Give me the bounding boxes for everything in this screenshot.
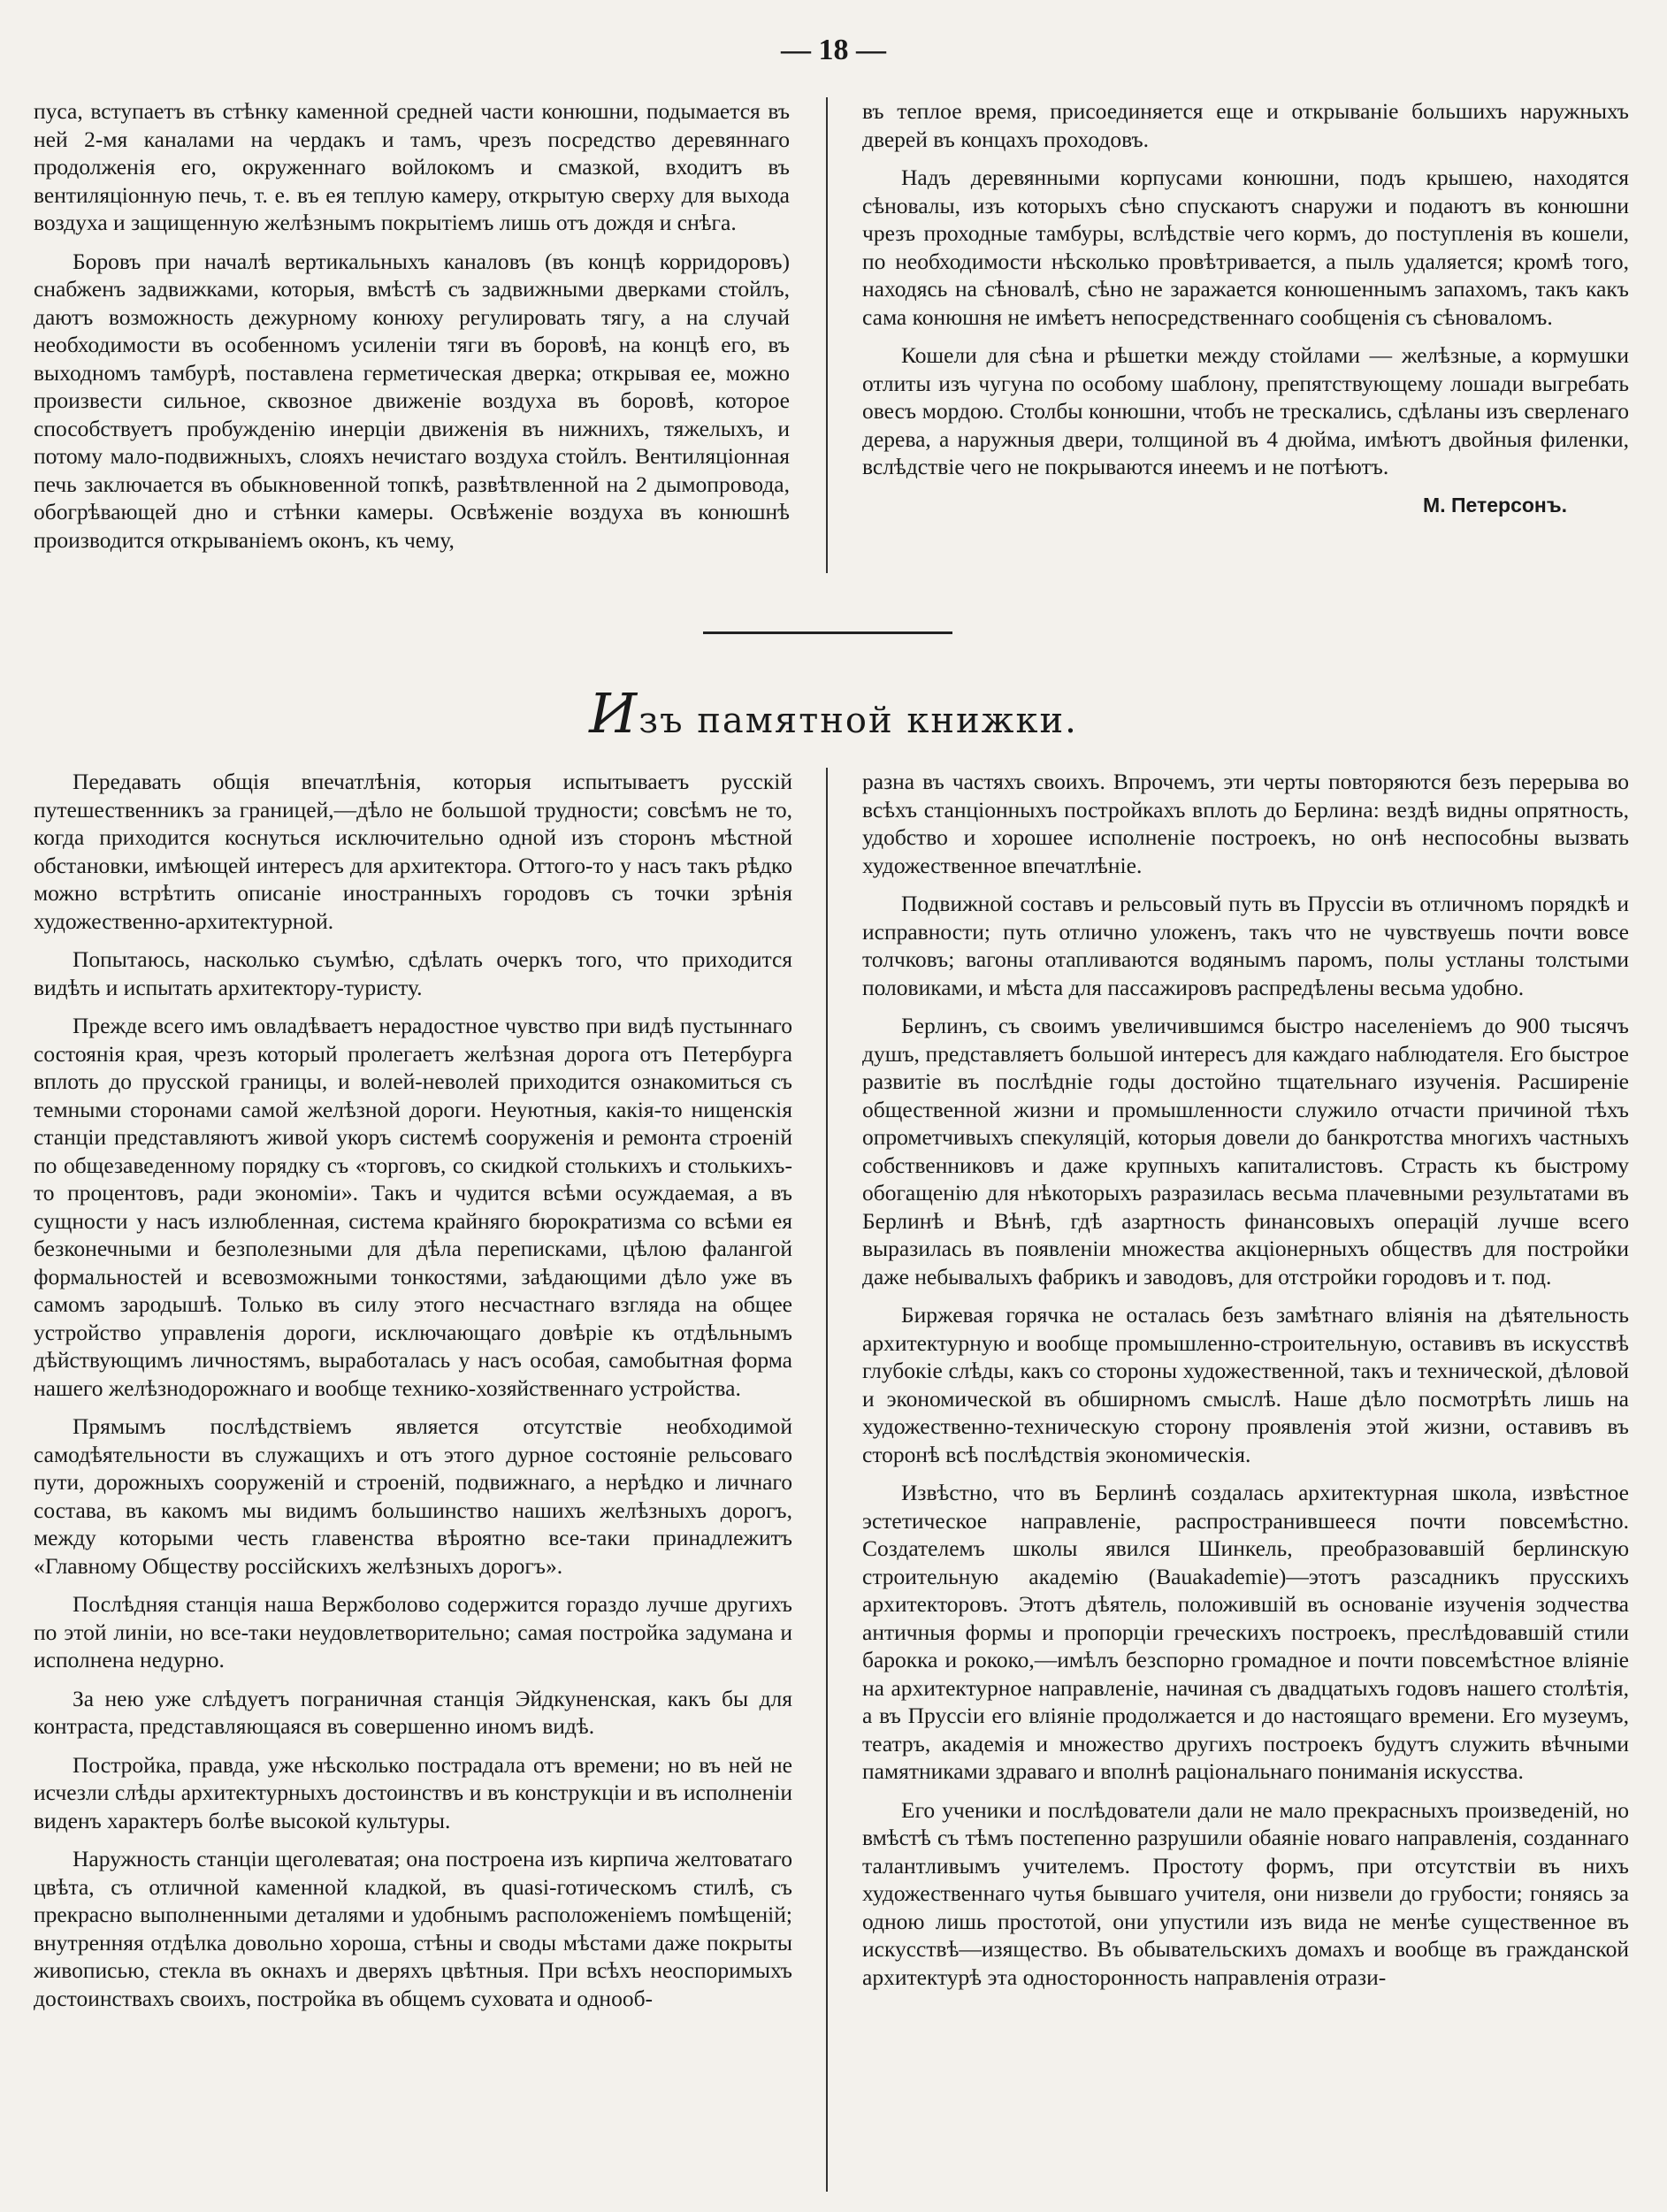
paragraph: Передавать общія впечатлѣнія, которыя испытываетъ русскій путешественникъ за границей,—дѣло не большой трудности; совсѣмъ не то, когда приходится коснуться исключительно одной изъ сторонъ мѣстной обстановки, имѣющей интересъ для архитектора. Оттого-то у насъ такъ рѣдко можно встрѣтить описаніе иностранныхъ городовъ съ точки зрѣнія художественно-архитектурной.: [34, 769, 792, 934]
column-rule: [826, 97, 828, 573]
article2-right-column: [862, 768, 1629, 2002]
paragraph: въ теплое время, присоединяется еще и открываніе большихъ наружныхъ дверей въ концахъ проходовъ.: [862, 98, 1629, 152]
paragraph: Берлинъ, съ своимъ увеличившимся быстро населеніемъ до 900 тысячъ душъ, представляетъ большой интересъ для каждаго наблюдателя. Его быстрое развитіе въ послѣдніе годы достойно тщательнаго изученія. Расширеніе общественной жизни и промышленности служило отчасти причиной тѣхъ опрометчивыхъ спекуляцій, которыя довели до банкротства многихъ частныхъ собственниковъ и даже крупныхъ капиталистовъ. Страсть къ быстрому обогащенію для нѣкоторыхъ разразилась весьма плачевными результатами въ Берлинѣ и Вѣнѣ, гдѣ азартность финансовыхъ операцій лучше всего выразилась въ появленіи множества акціонерныхъ обществъ для постройки даже небывалыхъ фабрикъ и заводовъ, для отстройки городовъ и т. под.: [862, 1013, 1629, 1290]
paragraph: разна въ частяхъ своихъ. Впрочемъ, эти черты повторяются безъ перерыва во всѣхъ станціонныхъ постройкахъ вплоть до Берлина: вездѣ видны опрятность, удобство и хорошее исполненіе построекъ, но онѣ неспособны вызвать художественное впечатлѣніе.: [862, 769, 1629, 878]
paragraph: Кошели для сѣна и рѣшетки между стойлами — желѣзные, а кормушки отлиты изъ чугуна по особому шаблону, препятствующему лошади выгребать овесъ мордою. Столбы конюшни, чтобъ не трескались, сдѣланы изъ сверленаго дерева, а наружныя двери, толщиной въ 4 дюйма, имѣютъ двойныя филенки, вслѣдствіе чего не покрываются инеемъ и не потѣютъ.: [862, 342, 1629, 479]
paragraph: Надъ деревянными корпусами конюшни, подъ крышею, находятся сѣновалы, изъ которыхъ сѣно спускаютъ снаружи и подаютъ въ конюшни чрезъ проходные тамбуры, вслѣдствіе чего кормъ, до поступленія въ кошели, по необходимости нѣсколько провѣтривается, а пыль удаляется; кромѣ того, находясь на сѣновалѣ, сѣно не заражается конюшеннымъ запахомъ, такъ какъ сама конюшня не имѣетъ непосредственнаго сообщенія съ сѣноваломъ.: [862, 165, 1629, 330]
paragraph: За нею уже слѣдуетъ пограничная станція Эйдкуненская, какъ бы для контраста, представляющаяся въ совершенно иномъ видѣ.: [34, 1685, 792, 1739]
section-divider: [703, 631, 952, 634]
paragraph: Боровъ при началѣ вертикальныхъ каналовъ (въ концѣ корридоровъ) снабженъ задвижками, которыя, вмѣстѣ съ задвижными дверками стойлъ, даютъ возможность дежурному конюху регулировать тягу, а на случай необходимости въ особенномъ усиленіи тяги въ боровѣ, на концѣ его, въ выходномъ тамбурѣ, поставлена герметическая дверка; открывая ее, можно произвести сильное, сквозное движеніе воздуха въ боровѣ, которое способствуетъ пробужденію инерціи движенія въ нижнихъ, тяжелыхъ, и потому мало-подвижныхъ, слояхъ нечистаго воздуха стойлъ. Вентиляціонная печь заключается въ обыкновенной топкѣ, развѣтвленной на 2 дымопровода, обогрѣвающей дно и стѣнки камеры. Освѣженіе воздуха въ конюшнѣ производится открываніемъ оконъ, къ чему,: [34, 248, 790, 553]
paragraph: Подвижной составъ и рельсовый путь въ Пруссіи въ отличномъ порядкѣ и исправности; путь отлично уложенъ, такъ что не чувствуешь почти вовсе толчковъ; вагоны отапливаются водянымъ паромъ, полы устланы толстыми половиками, и мѣста для пассажировъ распредѣлены весьма удобно.: [862, 891, 1629, 1000]
paragraph: Попытаюсь, насколько съумѣю, сдѣлать очеркъ того, что приходится видѣть и испытать архитектору-туристу.: [34, 946, 792, 1000]
article1-right-column: [862, 97, 1629, 519]
paragraph: пуса, вступаетъ въ стѣнку каменной средней части конюшни, подымается въ ней 2-мя каналами на чердакъ и тамъ, чрезъ посредство деревяннаго продолженія его, окруженнаго войлокомъ и смазкой, входитъ въ вентиляціонную печь, т. е. въ ея теплую камеру, открытую сверху для выхода воздуха и защищенную желѣзнымъ покрытіемъ лишь отъ дождя и снѣга.: [34, 98, 790, 235]
article-heading: [0, 681, 1667, 746]
author-signature: М. Петерсонъ.: [1423, 493, 1567, 517]
heading-initial: И: [589, 681, 639, 746]
article1-left-column: [34, 97, 790, 564]
column-rule: [826, 768, 828, 2192]
paragraph: Послѣдняя станція наша Вержболово содержится гораздо лучше другихъ по этой линіи, но все-таки неудовлетворительно; самая постройка задумана и исполнена недурно.: [34, 1591, 792, 1672]
paragraph: Извѣстно, что въ Берлинѣ создалась архитектурная школа, извѣстное эстетическое направленіе, распространившееся почти повсемѣстно. Создателемъ школы явился Шинкель, преобразовавшій берлинскую строительную академію (Bauakademie)—этотъ разсадникъ прусскихъ архитекторовъ. Этотъ дѣятель, положившій въ основаніе изученія зодчества античныя формы и пропорціи греческихъ построекъ, преслѣдовавшій стили барокка и рококо,—имѣлъ безспорно громадное и почти повсемѣстное вліяніе на архитектурное направленіе, начиная съ двадцатыхъ годовъ нашего столѣтія, а въ Пруссіи его вліяніе продолжается и до настоящаго времени. Его музеумъ, театръ, академія и множество другихъ построекъ будутъ служить вѣчными памятниками здраваго и вполнѣ раціональнаго пониманія искусства.: [862, 1480, 1629, 1784]
page-number: — 18 —: [781, 34, 886, 66]
paragraph: Прежде всего имъ овладѣваетъ нерадостное чувство при видѣ пустыннаго состоянія края, чрезъ который пролегаетъ желѣзная дорога отъ Петербурга вплоть до прусской границы, и волей-неволей приходится ознакомиться съ темными сторонами самой желѣзной дороги. Неуютныя, какія-то нищенскія станціи представляютъ живой укоръ системѣ сооруженія и ремонта строеній по общезаведенному порядку съ «торговъ, со скидкой столькихъ и столькихъ-то процентовъ, ради экономіи». Такъ и чудится всѣми осуждаемая, а въ сущности у насъ излюбленная, система крайняго бюрократизма со всѣми ея безконечными и безполезными для дѣла переписками, цѣлою фалангой формальностей и всевозможными тонкостями, заѣдающими дѣло уже въ самомъ зародышѣ. Только въ силу этого несчастнаго взгляда на общее устройство управленія дороги, исключающаго довѣріе къ отдѣльнымъ дѣйствующимъ личностямъ, выработалась у насъ особая, самобытная форма нашего желѣзнодорожнаго и вообще технико-хозяйственнаго устройства.: [34, 1013, 792, 1401]
paragraph: Постройка, правда, уже нѣсколько пострадала отъ времени; но въ ней не исчезли слѣды архитектурныхъ достоинствъ и въ конструкціи и въ исполненіи виденъ характеръ болѣе высокой культуры.: [34, 1751, 792, 1833]
paragraph: Его ученики и послѣдователи дали не мало прекрасныхъ произведеній, но вмѣстѣ съ тѣмъ постепенно разрушили обаяніе новаго направленія, созданнаго талантливымъ учителемъ. Простоту формъ, при отсутствіи въ нихъ художественнаго чутья бывшаго учителя, они низвели до грубости; гоняясь за одною лишь простотой, они упустили изъ вида не менѣе существенное въ искусствѣ—изящество. Въ обывательскихъ домахъ и вообще въ гражданской архитектурѣ эта односторонность направленія отрази-: [862, 1796, 1629, 1990]
article2-left-column: [34, 768, 792, 2023]
paragraph: Прямымъ послѣдствіемъ является отсутствіе необходимой самодѣятельности въ служащихъ и отъ этого дурное состояніе рельсоваго пути, дорожныхъ сооруженій и строеній, подвижнаго, а нерѣдко и личнаго состава, въ какомъ мы видимъ большинство нашихъ желѣзныхъ дорогъ, между которыми честь главенства вѣроятно все-таки принадлежитъ «Главному Обществу россійскихъ желѣзныхъ дорогъ».: [34, 1413, 792, 1579]
paragraph: Биржевая горячка не осталась безъ замѣтнаго вліянія на дѣятельность архитектурную и вообще промышленно-строительную, оставивъ въ искусствѣ глубокіе слѣды, какъ со стороны художественной, такъ и технической, дѣловой и экономической въ обширномъ смыслѣ. Наше дѣло посмотрѣть лишь на художественно-техническую сторону проявленія этой жизни, оставивъ въ сторонѣ всѣ послѣдствія экономическія.: [862, 1302, 1629, 1467]
paragraph: Наружность станціи щеголеватая; она построена изъ кирпича желтоватаго цвѣта, съ отличной каменной кладкой, въ quasi-готическомъ стилѣ, съ прекрасно выполненными деталями и удобнымъ расположеніемъ помѣщеній; внутренняя отдѣлка довольно хороша, стѣны и своды мѣстами даже покрыты живописью, стекла въ окнахъ и дверяхъ цвѣтныя. При всѣхъ неоспоримыхъ достоинствахъ своихъ, постройка въ общемъ суховата и однооб-: [34, 1846, 792, 2011]
heading-text: зъ памятной книжки.: [639, 700, 1078, 741]
